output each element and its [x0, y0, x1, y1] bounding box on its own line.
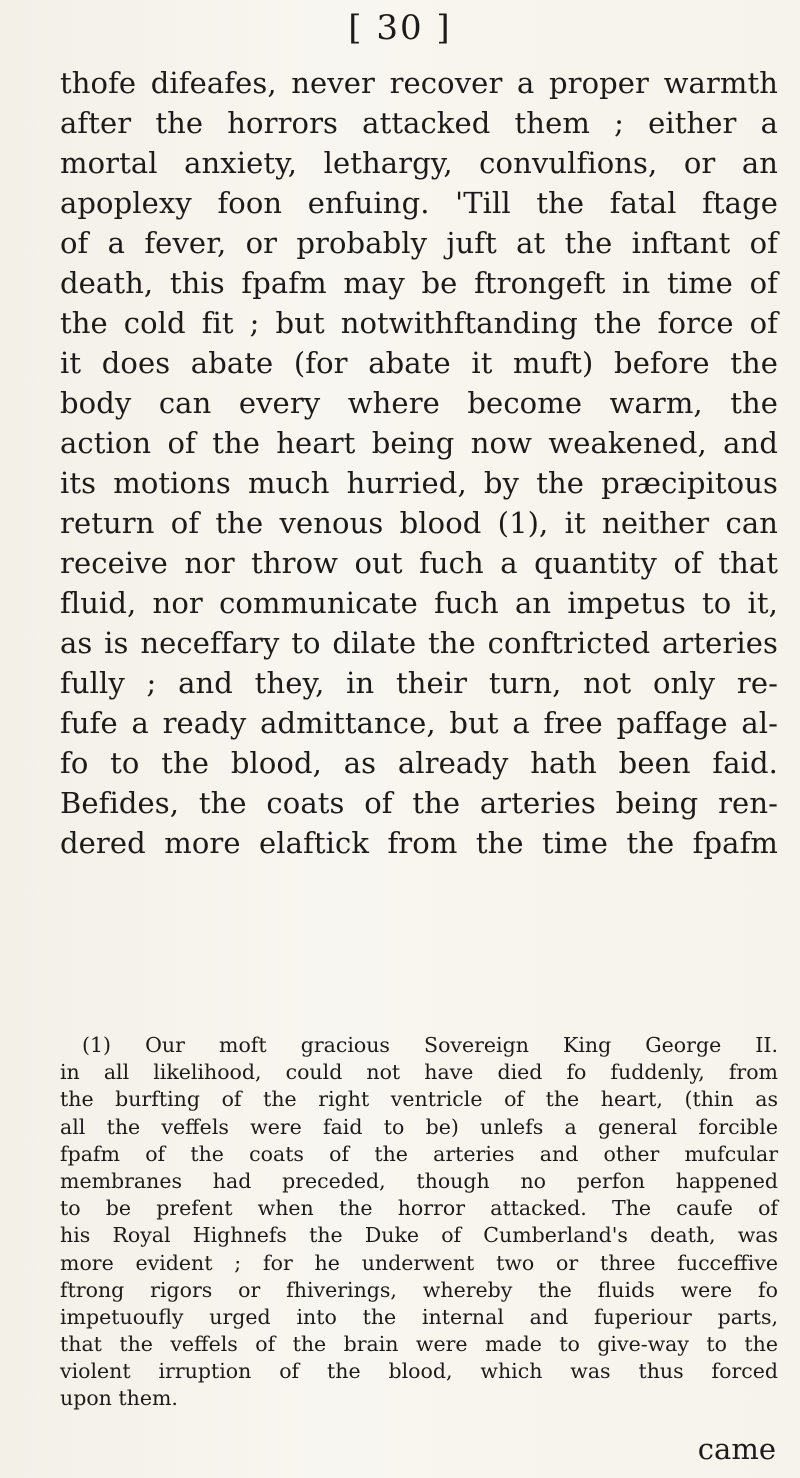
footnote-line: fpafm of the coats of the arteries and other mufcular	[60, 1141, 778, 1166]
text-line: it does abate (for abate it muft) before the	[60, 346, 778, 380]
text-line: fully ; and they, in their turn, not only re-	[60, 666, 778, 700]
text-line: action of the heart being now weakened, and	[60, 426, 778, 460]
text-line: fufe a ready admittance, but a free paffage al-	[60, 706, 778, 740]
text-line: Befides, the coats of the arteries being ren-	[60, 786, 778, 820]
footnote-line: that the veffels of the brain were made to give-way to the	[60, 1332, 778, 1357]
text-line: of a fever, or probably juft at the inftant of	[60, 226, 778, 260]
footnote-line: to be prefent when the horror attacked. The caufe of	[60, 1196, 778, 1221]
footnote-line: upon them.	[60, 1386, 178, 1411]
text-line: mortal anxiety, lethargy, convulfions, or an	[60, 146, 778, 180]
text-line: thofe difeafes, never recover a proper warmth	[60, 66, 778, 100]
text-line: after the horrors attacked them ; either a	[60, 106, 778, 140]
footnote	[60, 1032, 778, 1413]
text-line: its motions much hurried, by the præcipitous	[60, 466, 778, 500]
text-line: return of the venous blood (1), it neither can	[60, 506, 778, 540]
text-line: death, this fpafm may be ftrongeft in time of	[60, 266, 778, 300]
text-line: body can every where become warm, the	[60, 386, 778, 420]
text-line: fo to the blood, as already hath been faid.	[60, 746, 778, 780]
main-text	[60, 63, 778, 863]
text-line: dered more elaftick from the time the fpafm	[60, 826, 778, 860]
footnote-line: violent irruption of the blood, which was thus forced	[60, 1359, 778, 1384]
footnote-line: (1) Our moft gracious Sovereign King George II.	[82, 1033, 778, 1057]
text-line: as is neceffary to dilate the conftricted arteries	[60, 626, 778, 660]
footnote-line: impetuoufly urged into the internal and fuperiour parts,	[60, 1304, 778, 1329]
catchword: came	[697, 1432, 776, 1466]
footnote-line: more evident ; for he underwent two or three fucceffive	[60, 1250, 778, 1275]
text-line: receive nor throw out fuch a quantity of that	[60, 546, 778, 580]
text-line: apoplexy foon enfuing. 'Till the fatal ftage	[60, 186, 778, 220]
text-line: the cold fit ; but notwithftanding the force of	[60, 306, 778, 340]
footnote-line: in all likelihood, could not have died fo fuddenly, from	[60, 1060, 778, 1085]
footnote-line: membranes had preceded, though no perfon happened	[60, 1168, 778, 1193]
footnote-line: ftrong rigors or fhiverings, whereby the fluids were fo	[60, 1277, 778, 1302]
footnote-line: all the veffels were faid to be) unlefs a general forcible	[60, 1114, 778, 1139]
footnote-line: the burfting of the right ventricle of the heart, (thin as	[60, 1087, 778, 1112]
text-line: fluid, nor communicate fuch an impetus to it,	[60, 586, 778, 620]
footnote-line: his Royal Highnefs the Duke of Cumberland's death, was	[60, 1223, 778, 1248]
page-number: [ 30 ]	[348, 8, 452, 48]
